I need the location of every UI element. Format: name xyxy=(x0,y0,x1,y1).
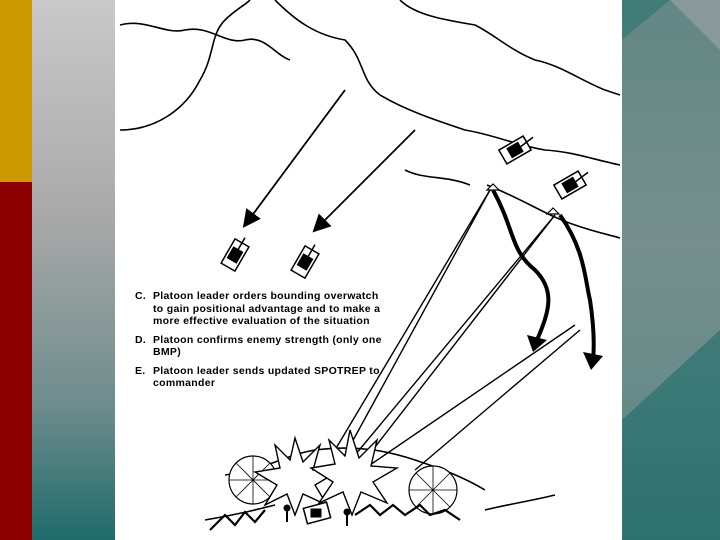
left-gradient-band xyxy=(32,0,115,540)
tank-icons xyxy=(221,132,593,278)
tactical-diagram-panel xyxy=(115,0,622,540)
step-tag: D. xyxy=(135,333,147,346)
step-text: Platoon confirms enemy strength (only one BMP) xyxy=(153,333,382,358)
movement-arrows xyxy=(245,90,415,230)
step-e xyxy=(135,365,385,390)
right-diagonal-decoration xyxy=(622,0,720,540)
step-text: Platoon leader sends updated SPOTREP to commander xyxy=(153,364,380,389)
gold-bar xyxy=(0,0,32,182)
step-c xyxy=(135,290,385,328)
step-d xyxy=(135,334,385,359)
step-tag: E. xyxy=(135,364,146,377)
diagram-caption xyxy=(135,290,385,396)
step-tag: C. xyxy=(135,290,147,302)
terrain-contours xyxy=(120,0,620,520)
tactical-sketch xyxy=(115,0,622,540)
step-text: Platoon leader orders bounding overwatch to gain positional advantage and to make a more effective evaluation of the situation xyxy=(153,290,381,327)
maroon-bar xyxy=(0,182,32,540)
left-decorative-strip xyxy=(0,0,115,540)
trench-line xyxy=(210,505,460,530)
